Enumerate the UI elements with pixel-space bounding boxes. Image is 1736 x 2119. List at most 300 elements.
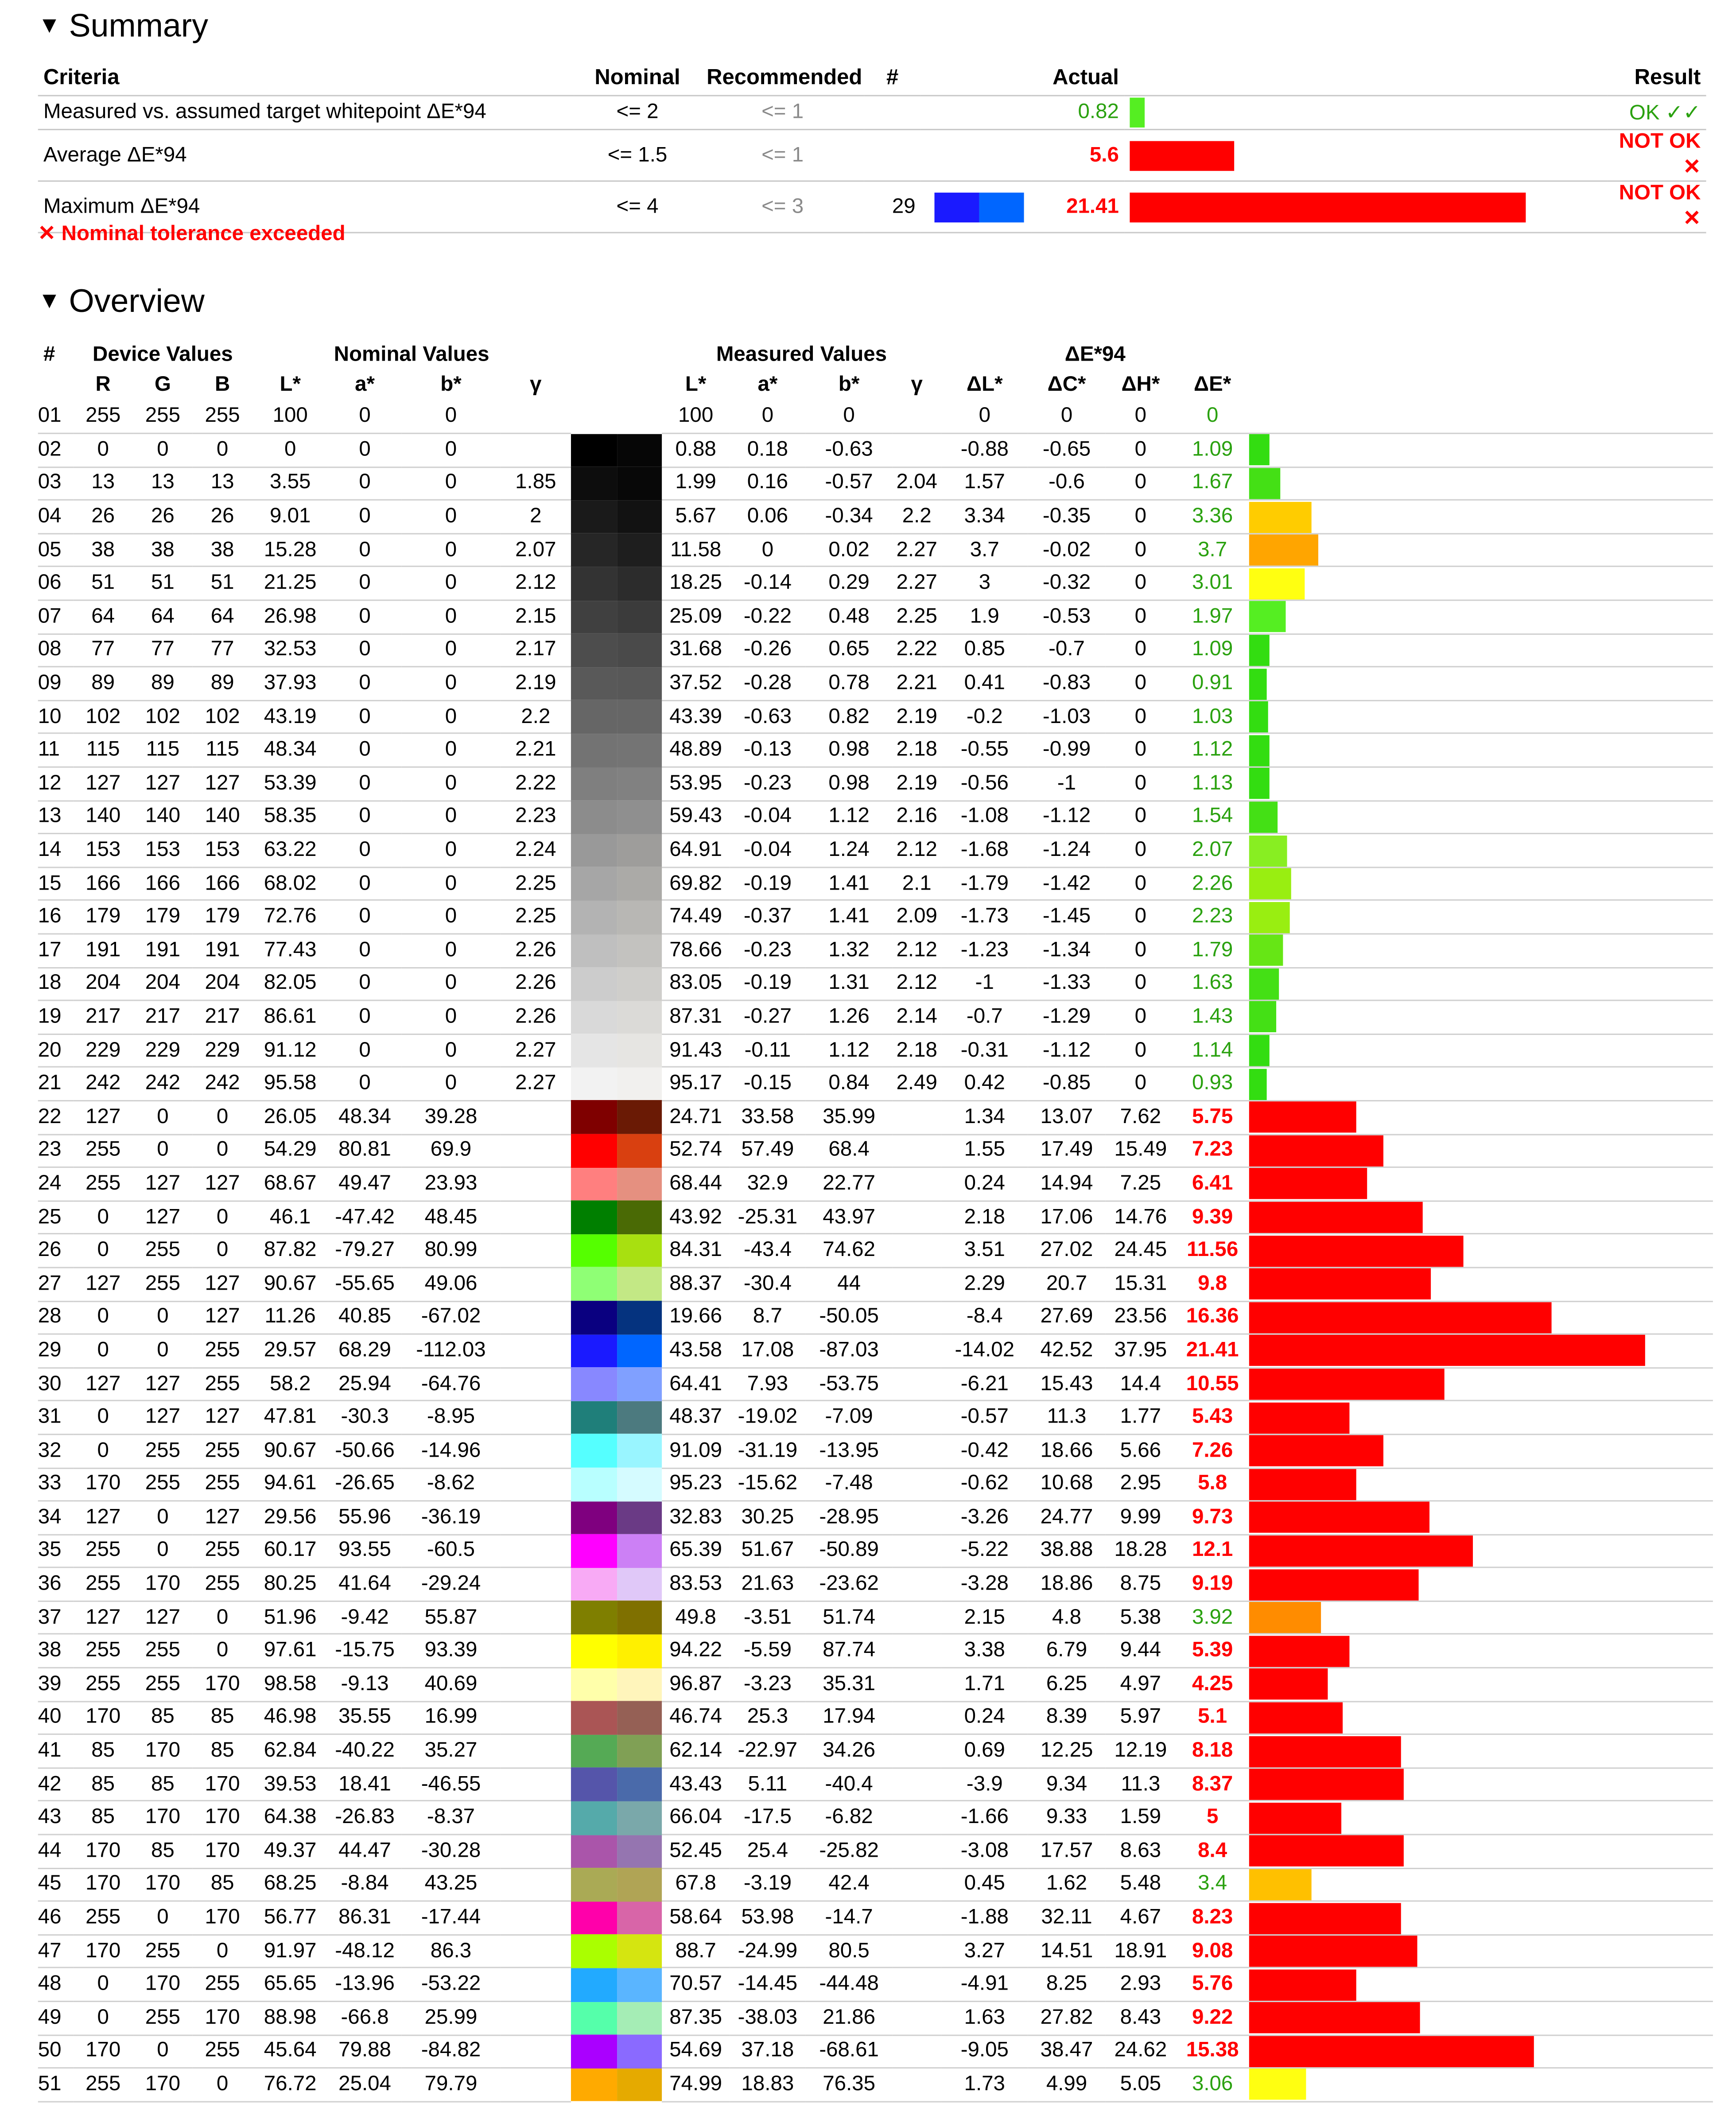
device-r-cell: 217	[73, 1001, 133, 1034]
bar-cell	[1249, 1835, 1713, 1868]
swatch-cell	[571, 901, 662, 934]
measured-b-cell: -68.61	[806, 2035, 893, 2068]
nominal-b-cell: 0	[401, 700, 501, 734]
table-row	[38, 1768, 1713, 1801]
measured-a-cell: 0.18	[730, 434, 805, 467]
nominal-a-cell: 0	[328, 467, 401, 500]
nominal-gamma-cell	[501, 2035, 571, 2068]
measured-l-cell: 5.67	[662, 500, 730, 533]
patch-number-cell: 30	[38, 1368, 74, 1401]
delta-c-cell: -1.42	[1028, 867, 1106, 900]
nominal-l-cell: 68.02	[252, 867, 328, 900]
measured-swatch	[617, 467, 662, 500]
nominal-l-cell: 53.39	[252, 767, 328, 800]
delta-e-cell: 1.12	[1176, 734, 1249, 767]
delta-l-cell: -1	[941, 967, 1028, 1000]
measured-gamma-cell: 2.12	[893, 934, 941, 967]
device-b-cell: 0	[193, 434, 252, 467]
swatch-cell	[571, 1368, 662, 1401]
device-g-cell: 0	[133, 1334, 193, 1368]
device-b-cell: 170	[193, 1801, 252, 1835]
device-g-cell: 0	[133, 1100, 193, 1134]
bar-sub-header	[1249, 370, 1713, 400]
nominal-a-cell: -50.66	[328, 1434, 401, 1467]
patch-number-cell: 37	[38, 1601, 74, 1634]
delta-e-bar	[1249, 635, 1270, 666]
measured-l-cell: 84.31	[662, 1234, 730, 1268]
swatch-cell	[571, 1601, 662, 1634]
summary-header-row	[38, 62, 1706, 96]
nominal-b-cell: 0	[401, 434, 501, 467]
delta-e-cell: 5.75	[1176, 1100, 1249, 1134]
patch-number-cell: 17	[38, 934, 74, 967]
measured-a-cell: -0.19	[730, 967, 805, 1000]
delta-e-bar	[1249, 1536, 1473, 1567]
measured-gamma-cell: 2.16	[893, 801, 941, 834]
collapse-triangle-icon[interactable]: ▼	[38, 288, 61, 314]
swatch-cell	[571, 400, 662, 433]
delta-e-bar	[1249, 1069, 1267, 1100]
nominal-gamma-cell	[501, 1968, 571, 2001]
swatch-cell	[571, 967, 662, 1000]
delta-c-cell: 15.43	[1028, 1368, 1106, 1401]
summary-section-header[interactable]	[38, 8, 208, 46]
delta-e-bar	[1249, 535, 1318, 566]
measured-a-cell: -22.97	[730, 1734, 805, 1768]
measured-l-cell: 48.89	[662, 734, 730, 767]
swatch-cell	[571, 1067, 662, 1100]
nominal-swatch	[571, 967, 617, 1000]
delta-e-cell: 6.41	[1176, 1167, 1249, 1201]
nominal-swatch	[571, 634, 617, 667]
nominal-swatch	[571, 600, 617, 634]
delta-e-cell: 1.09	[1176, 434, 1249, 467]
patch-number-cell: 07	[38, 600, 74, 634]
measured-swatch	[617, 2068, 662, 2101]
nominal-gamma-cell: 2.12	[501, 567, 571, 600]
measured-a-cell: 53.98	[730, 1901, 805, 1935]
nominal-a-cell: 18.41	[328, 1768, 401, 1801]
swatch-cell	[571, 867, 662, 900]
swatch-cell	[571, 934, 662, 967]
delta-e-bar	[1249, 801, 1278, 832]
swatch-cell	[571, 1501, 662, 1534]
delta-e-cell: 9.39	[1176, 1201, 1249, 1234]
measured-a-cell: -0.14	[730, 567, 805, 600]
nominal-gamma-header: γ	[530, 373, 542, 397]
delta-e-cell: 5.39	[1176, 1634, 1249, 1668]
delta-h-cell: 0	[1105, 1034, 1176, 1067]
device-b-cell: 255	[193, 2035, 252, 2068]
delta-c-cell: -1	[1028, 767, 1106, 800]
delta-h-cell: 0	[1105, 500, 1176, 533]
measured-a-cell: -31.19	[730, 1434, 805, 1467]
measured-a-cell: -0.04	[730, 801, 805, 834]
nominal-b-cell: 43.25	[401, 1868, 501, 1901]
nominal-b-cell: -67.02	[401, 1301, 501, 1334]
delta-e-bar	[1249, 1169, 1367, 1200]
measured-b-cell: -40.4	[806, 1768, 893, 1801]
device-g-cell: 170	[133, 1868, 193, 1901]
measured-gamma-cell: 2.04	[893, 467, 941, 500]
delta-c-cell: 9.34	[1028, 1768, 1106, 1801]
nominal-header: Nominal	[594, 66, 680, 90]
bar-cell	[1249, 434, 1713, 467]
delta-c-cell: 4.99	[1028, 2068, 1106, 2101]
swatch-cell	[571, 1100, 662, 1134]
measured-swatch	[617, 767, 662, 800]
delta-h-cell: 24.45	[1105, 1234, 1176, 1268]
color-swatch	[571, 434, 662, 467]
nominal-b-cell: 79.79	[401, 2068, 501, 2101]
nominal-a-cell: 0	[328, 1034, 401, 1067]
device-r-cell: 0	[73, 1234, 133, 1268]
delta-l-cell: 1.55	[941, 1134, 1028, 1167]
patch-number-cell: 09	[38, 667, 74, 700]
overview-section-header[interactable]	[38, 284, 205, 322]
delta-e-bar	[1249, 1969, 1356, 2000]
delta-l-cell: -0.42	[941, 1434, 1028, 1467]
nominal-l-cell: 58.2	[252, 1368, 328, 1401]
delta-h-cell: 0	[1105, 801, 1176, 834]
device-b-cell: 0	[193, 1601, 252, 1634]
delta-c-cell: -0.99	[1028, 734, 1106, 767]
nominal-b-cell: 0	[401, 567, 501, 600]
nominal-l-cell: 9.01	[252, 500, 328, 533]
device-b-cell: 0	[193, 1935, 252, 1968]
patch-number-cell: 44	[38, 1835, 74, 1868]
measured-gamma-cell: 2.19	[893, 767, 941, 800]
summary-table	[38, 62, 1706, 233]
measured-b-cell: -53.75	[806, 1368, 893, 1401]
measured-a-cell: 7.93	[730, 1368, 805, 1401]
collapse-triangle-icon[interactable]: ▼	[38, 12, 61, 38]
delta-e-bar	[1249, 2002, 1420, 2033]
nominal-a-cell: 35.55	[328, 1701, 401, 1734]
device-g-cell: 170	[133, 1568, 193, 1601]
table-row	[38, 1468, 1713, 1501]
table-row	[38, 1901, 1713, 1935]
patch-number-cell: 01	[38, 400, 74, 433]
nominal-swatch	[571, 901, 617, 934]
color-swatch	[571, 1935, 662, 1968]
swatch-cell	[571, 2035, 662, 2068]
bar-cell	[1249, 1868, 1713, 1901]
measured-a-cell: -30.4	[730, 1268, 805, 1301]
measured-swatch	[617, 934, 662, 967]
delta-l-cell: 0.69	[941, 1734, 1028, 1768]
nominal-gamma-cell	[501, 1935, 571, 1968]
color-swatch	[571, 1368, 662, 1401]
nominal-a-cell: 0	[328, 767, 401, 800]
patch-number-cell: 47	[38, 1935, 74, 1968]
swatch-cell	[571, 1734, 662, 1768]
device-g-cell: 0	[133, 1901, 193, 1935]
delta-e-cell: 5	[1176, 1801, 1249, 1835]
device-g-cell: 255	[133, 1668, 193, 1701]
measured-swatch	[617, 1001, 662, 1034]
nominal-b-cell: 0	[401, 1067, 501, 1100]
delta-l-cell: -0.88	[941, 434, 1028, 467]
delta-e-cell: 15.38	[1176, 2035, 1249, 2068]
delta-e-cell: 1.03	[1176, 700, 1249, 734]
measured-l-cell: 91.43	[662, 1034, 730, 1067]
measured-a-cell: 57.49	[730, 1134, 805, 1167]
measured-a-cell: -19.02	[730, 1401, 805, 1434]
nominal-gamma-cell: 2.15	[501, 600, 571, 634]
de94-header: ΔE*94	[1064, 343, 1126, 366]
delta-h-cell: 9.44	[1105, 1634, 1176, 1668]
measured-gamma-cell: 2.19	[893, 700, 941, 734]
measured-gamma-cell: 2.49	[893, 1067, 941, 1100]
measured-l-cell: 43.43	[662, 1768, 730, 1801]
delta-c-cell: 27.82	[1028, 2002, 1106, 2035]
delta-e-cell: 11.56	[1176, 1234, 1249, 1268]
measured-swatch	[617, 1401, 662, 1434]
device-g-cell: 255	[133, 400, 193, 433]
bar-cell	[1249, 600, 1713, 634]
table-row	[38, 1968, 1713, 2001]
swatch-cell	[571, 2068, 662, 2101]
table-row	[38, 2068, 1713, 2101]
delta-e-cell: 1.63	[1176, 967, 1249, 1000]
bar-cell	[1249, 1001, 1713, 1034]
nominal-gamma-cell	[501, 400, 571, 433]
delta-h-cell: 0	[1105, 567, 1176, 600]
nominal-a-cell: 25.94	[328, 1368, 401, 1401]
patch-number-cell: 31	[38, 1401, 74, 1434]
nominal-swatch	[571, 1901, 617, 1935]
measured-a-cell: -3.19	[730, 1868, 805, 1901]
table-row	[38, 1134, 1713, 1167]
delta-e-cell: 9.22	[1176, 2002, 1249, 2035]
nominal-b-cell: 80.99	[401, 1234, 501, 1268]
device-b-cell: 255	[193, 400, 252, 433]
measured-b-cell: 34.26	[806, 1734, 893, 1768]
measured-swatch	[617, 1334, 662, 1368]
device-g-cell: 204	[133, 967, 193, 1000]
device-b-cell: 0	[193, 1100, 252, 1134]
measured-gamma-cell	[893, 1801, 941, 1835]
nominal-a-cell: -13.96	[328, 1968, 401, 2001]
measured-gamma-cell: 2.1	[893, 867, 941, 900]
table-row	[38, 1734, 1713, 1768]
patch-number-cell: 13	[38, 801, 74, 834]
measured-gamma-cell: 2.22	[893, 634, 941, 667]
delta-c-cell: 6.79	[1028, 1634, 1106, 1668]
measured-gamma-cell	[893, 1434, 941, 1467]
delta-h-cell: 11.3	[1105, 1768, 1176, 1801]
patch-number-cell: 45	[38, 1868, 74, 1901]
bar-cell	[1249, 1334, 1713, 1368]
nominal-l-cell: 29.56	[252, 1501, 328, 1534]
nominal-l-cell: 94.61	[252, 1468, 328, 1501]
patch-number-cell: 03	[38, 467, 74, 500]
device-b-cell: 85	[193, 1701, 252, 1734]
nominal-b-cell: 48.45	[401, 1201, 501, 1234]
swatch-cell	[571, 1434, 662, 1467]
measured-a-cell: -3.51	[730, 1601, 805, 1634]
delta-e-bar	[1249, 1469, 1356, 1500]
nominal-swatch	[571, 1568, 617, 1601]
patch-number-cell: 24	[38, 1167, 74, 1201]
device-r-cell: 85	[73, 1801, 133, 1835]
nominal-l-cell: 49.37	[252, 1835, 328, 1868]
device-g-cell: 166	[133, 867, 193, 900]
nominal-a-cell: -9.42	[328, 1601, 401, 1634]
delta-h-cell: 5.05	[1105, 2068, 1176, 2101]
nominal-l-cell: 54.29	[252, 1134, 328, 1167]
patch-number-cell: 50	[38, 2035, 74, 2068]
swatch-cell	[571, 1668, 662, 1701]
delta-e-cell: 9.73	[1176, 1501, 1249, 1534]
nominal-swatch	[571, 500, 617, 533]
measured-b-cell: -6.82	[806, 1801, 893, 1835]
measured-a-cell: -14.45	[730, 1968, 805, 2001]
delta-h-cell: 0	[1105, 634, 1176, 667]
measured-a-cell: -0.37	[730, 901, 805, 934]
color-swatch	[571, 1601, 662, 1634]
nominal-l-cell: 76.72	[252, 2068, 328, 2101]
delta-h-cell: 0	[1105, 967, 1176, 1000]
nominal-gamma-cell: 2.25	[501, 867, 571, 900]
delta-c-cell: 9.33	[1028, 1801, 1106, 1835]
delta-l-cell: -1.08	[941, 801, 1028, 834]
delta-e-cell: 1.79	[1176, 934, 1249, 967]
measured-l-cell: 49.8	[662, 1601, 730, 1634]
swatch-cell	[571, 1167, 662, 1201]
delta-h-cell: 23.56	[1105, 1301, 1176, 1334]
device-b-cell: 127	[193, 767, 252, 800]
nominal-l-cell: 87.82	[252, 1234, 328, 1268]
delta-e-bar	[1249, 1268, 1431, 1299]
nominal-gamma-cell	[501, 1334, 571, 1368]
device-g-cell: 127	[133, 1401, 193, 1434]
measured-a-cell: -0.19	[730, 867, 805, 900]
delta-c-cell: 27.02	[1028, 1234, 1106, 1268]
device-r-cell: 255	[73, 1901, 133, 1935]
delta-c-cell: -0.35	[1028, 500, 1106, 533]
delta-h-cell: 0	[1105, 600, 1176, 634]
bar-cell	[1249, 667, 1713, 700]
measured-b-cell: 0.98	[806, 734, 893, 767]
swatch-cell	[571, 434, 662, 467]
nominal-a-cell: 0	[328, 567, 401, 600]
delta-e-bar	[1249, 1035, 1270, 1066]
table-row	[38, 667, 1713, 700]
measured-swatch	[617, 1534, 662, 1567]
measured-a-cell: 33.58	[730, 1100, 805, 1134]
nominal-a-cell: -55.65	[328, 1268, 401, 1301]
nominal-b-cell: 0	[401, 500, 501, 533]
device-r-cell: 0	[73, 434, 133, 467]
nominal-values-header: Nominal Values	[334, 343, 489, 366]
delta-l-cell: -6.21	[941, 1368, 1028, 1401]
swatch-cell	[571, 1634, 662, 1668]
delta-c-cell: -1.12	[1028, 801, 1106, 834]
delta-e-bar	[1249, 935, 1283, 966]
nominal-swatch	[571, 1001, 617, 1034]
nominal-a-cell: 0	[328, 667, 401, 700]
nominal-l-cell: 39.53	[252, 1768, 328, 1801]
delta-c-cell: 14.94	[1028, 1167, 1106, 1201]
nominal-b-cell: 0	[401, 834, 501, 867]
device-b-cell: 191	[193, 934, 252, 967]
device-b-cell: 170	[193, 1901, 252, 1935]
delta-c-cell: 6.25	[1028, 1668, 1106, 1701]
criteria-cell: Measured vs. assumed target whitepoint ΔE*94	[38, 96, 574, 130]
patch-number-cell: 25	[38, 1201, 74, 1234]
measured-b-cell: 0.78	[806, 667, 893, 700]
nominal-l-cell: 37.93	[252, 667, 328, 700]
nominal-gamma-cell: 2.26	[501, 1001, 571, 1034]
nominal-cell: <= 4	[574, 181, 701, 233]
delta-e-bar	[1249, 1402, 1350, 1433]
delta-c-cell: 27.69	[1028, 1301, 1106, 1334]
measured-l-cell: 43.39	[662, 700, 730, 734]
delta-h-cell: 8.43	[1105, 2002, 1176, 2035]
delta-h-cell: 2.95	[1105, 1468, 1176, 1501]
measured-l-cell: 91.09	[662, 1434, 730, 1467]
delta-l-cell: 2.29	[941, 1268, 1028, 1301]
nominal-gamma-cell: 2.26	[501, 967, 571, 1000]
nominal-b-cell: -29.24	[401, 1568, 501, 1601]
measured-swatch	[617, 867, 662, 900]
device-g-cell: 51	[133, 567, 193, 600]
measured-swatch	[617, 533, 662, 567]
measured-l-cell: 67.8	[662, 1868, 730, 1901]
nominal-l-cell: 77.43	[252, 934, 328, 967]
delta-e-cell: 4.25	[1176, 1668, 1249, 1701]
delta-c-cell: 8.25	[1028, 1968, 1106, 2001]
delta-l-cell: 3.51	[941, 1234, 1028, 1268]
nominal-gamma-cell	[501, 1268, 571, 1301]
nominal-swatch	[571, 1868, 617, 1901]
device-b-cell: 255	[193, 1468, 252, 1501]
measured-swatch	[617, 1100, 662, 1134]
delta-h-cell: 24.62	[1105, 2035, 1176, 2068]
table-row	[38, 1601, 1713, 1634]
measured-b-cell: 0.65	[806, 634, 893, 667]
delta-c-cell: 17.57	[1028, 1835, 1106, 1868]
nominal-a-header: a*	[355, 373, 375, 397]
nominal-a-cell: 55.96	[328, 1501, 401, 1534]
measured-a-cell: -0.27	[730, 1001, 805, 1034]
nominal-b-cell: 0	[401, 533, 501, 567]
measured-a-cell: 25.3	[730, 1701, 805, 1734]
nominal-l-cell: 90.67	[252, 1268, 328, 1301]
device-r-cell: 0	[73, 1334, 133, 1368]
measured-l-cell: 83.05	[662, 967, 730, 1000]
delta-e-bar	[1249, 1102, 1356, 1133]
bar-cell	[1249, 1501, 1713, 1534]
delta-e-bar	[1249, 601, 1286, 632]
color-swatch	[571, 934, 662, 967]
patch-number-cell: 29	[38, 1334, 74, 1368]
device-r-cell: 170	[73, 1835, 133, 1868]
device-b-cell: 26	[193, 500, 252, 533]
nominal-l-cell: 95.58	[252, 1067, 328, 1100]
device-r-cell: 102	[73, 700, 133, 734]
measured-gamma-cell	[893, 434, 941, 467]
device-g-cell: 255	[133, 2002, 193, 2035]
measured-swatch	[617, 1768, 662, 1801]
table-row	[38, 734, 1713, 767]
color-swatch	[571, 1001, 662, 1034]
delta-e-cell: 21.41	[1176, 1334, 1249, 1368]
measured-gamma-cell	[893, 1334, 941, 1368]
delta-e-cell: 16.36	[1176, 1301, 1249, 1334]
